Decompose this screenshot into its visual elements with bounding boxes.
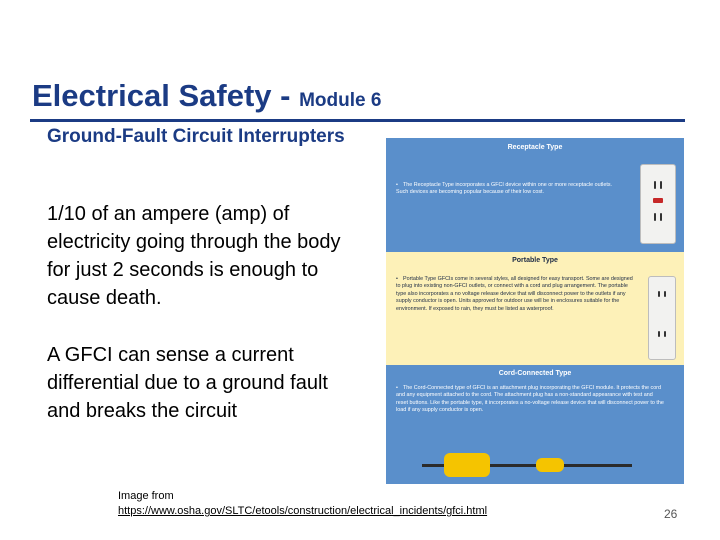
portable-text: • Portable Type GFCIs come in several styles, all designed for easy transport. Some are designed to plug into existing non-GFCI outlets, or connect with a cord and plug arrangement. The portable type also incorporates a no voltage release device that will disconnect power to the outlets if any supply conductor is open. Units approved for outdoor use will be in enclosures suitable for the environment. If exposed to rain, they must be listed as waterproof. [396, 276, 633, 312]
portable-section [386, 252, 684, 365]
portable-title: Portable Type [512, 257, 558, 264]
slide-subtitle: Ground-Fault Circuit Interrupters [47, 126, 345, 147]
receptacle-outlet-image [640, 164, 676, 244]
slide-title [32, 78, 381, 114]
title-divider [30, 119, 685, 122]
cord-connected-plug-image [444, 453, 490, 477]
caption-label: Image from [118, 490, 174, 502]
cord-connected-section [386, 365, 684, 484]
cord-connected-text: • The Cord-Connected type of GFCI is an attachment plug incorporating the GFCI module. It protects the cord and any equipment attached to the cord. The attachment plug has a non-standard appearance with test and reset buttons. Like the portable type, it incorporates a no-voltage release device that will disconnect power to the load if any supply conductor is open. [396, 385, 664, 414]
title-module: Module 6 [299, 90, 382, 111]
title-main: Electrical Safety - [32, 78, 300, 113]
portable-gfci-image [648, 276, 676, 360]
cord-connected-title: Cord-Connected Type [498, 370, 572, 377]
receptacle-title: Receptacle Type [507, 144, 563, 151]
page-number: 26 [664, 507, 678, 521]
gfci-types-figure [386, 138, 684, 484]
source-link[interactable]: https://www.osha.gov/SLTC/etools/construction/electrical_incidents/gfci.html [118, 505, 488, 517]
receptacle-section [386, 138, 684, 252]
image-caption [118, 489, 487, 519]
cord-connector-image [536, 458, 564, 472]
paragraph-ampere-fact: 1/10 of an ampere (amp) of electricity going through the body for just 2 seconds is enough to cause death. [47, 203, 341, 309]
paragraph-gfci-function: A GFCI can sense a current differential due to a ground fault and breaks the circuit [47, 344, 328, 422]
receptacle-text: • The Receptacle Type incorporates a GFCI device within one or more receptacle outlets. Such devices are becoming popular because of their low cost. [396, 182, 613, 196]
